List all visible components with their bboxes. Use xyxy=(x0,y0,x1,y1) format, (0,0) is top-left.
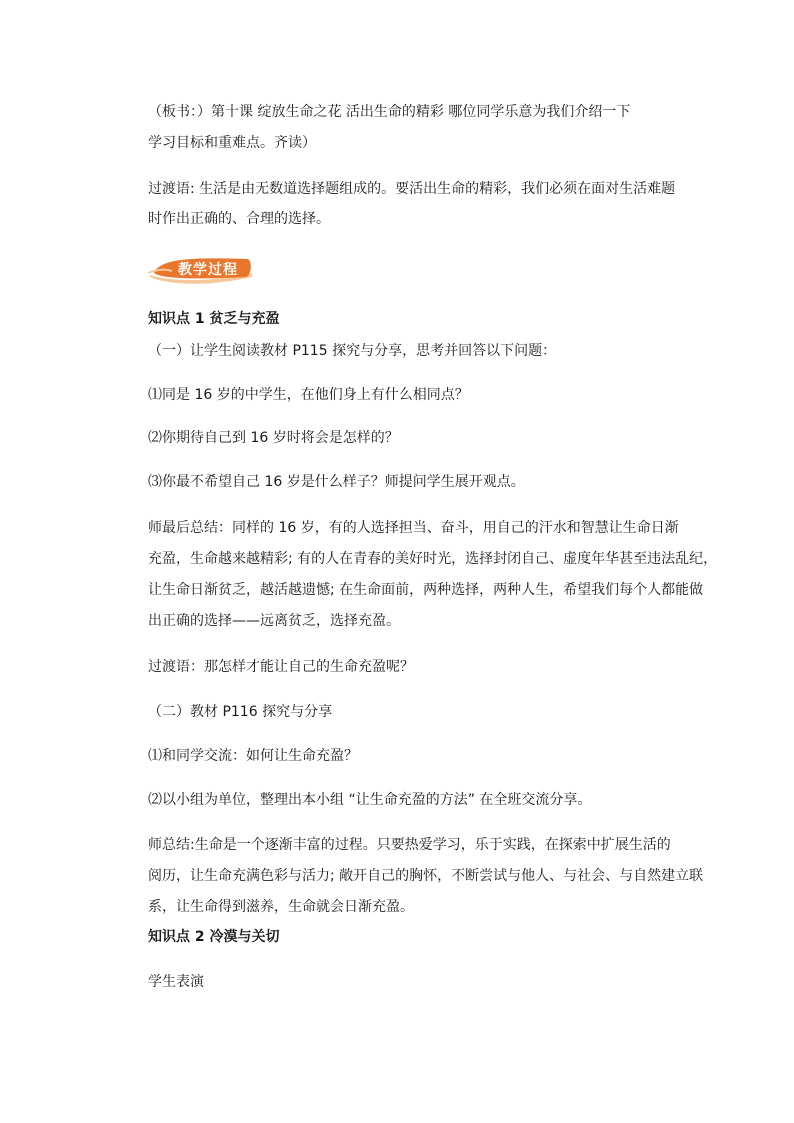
transition-question: 过渡语：那怎样才能让自己的生命充盈呢？ xyxy=(148,659,414,675)
banner-label: 教学过程 xyxy=(178,262,238,278)
summary-line-2: 充盈，生命越来越精彩; 有的人在青春的美好时光，选择封闭自己、虚度年华甚至违法乱纪， xyxy=(148,551,718,567)
section-2-heading: 知识点 2 冷漠与关切 xyxy=(148,929,280,945)
board-writing-line-2: 学习目标和重难点。齐读） xyxy=(148,135,316,151)
summary-line-3: 让生命日渐贫乏，越活越遗憾; 在生命面前，两种选择，两种人生，希望我们每个人都能做 xyxy=(148,582,704,598)
teacher-summary-line-2: 阅历，让生命充满色彩与活力; 敞开自己的胸怀，不断尝试与他人、与社会、与自然建立联 xyxy=(148,868,704,884)
teaching-process-banner xyxy=(148,255,256,285)
board-writing-line-1: （板书：）第十课 绽放生命之花 活出生命的精彩 哪位同学乐意为我们介绍一下 xyxy=(148,104,631,120)
question-2: ⑵你期待自己到 16 岁时将会是怎样的？ xyxy=(148,430,399,446)
transition-line-1: 过渡语: 生活是由无数道选择题组成的。要活出生命的精彩，我们必须在面对生活难题 xyxy=(148,181,676,197)
summary-line-1: 师最后总结：同样的 16 岁，有的人选择担当、奋斗，用自己的汗水和智慧让生命日渐 xyxy=(148,520,679,536)
part-2-question-2: ⑵以小组为单位，整理出本小组 “让生命充盈的方法” 在全班交流分享。 xyxy=(148,792,592,808)
question-3: ⑶你最不希望自己 16 岁是什么样子？师提问学生展开观点。 xyxy=(148,474,525,490)
student-performance: 学生表演 xyxy=(148,974,204,990)
question-1: ⑴同是 16 岁的中学生，在他们身上有什么相同点？ xyxy=(148,387,469,403)
teacher-summary-line-1: 师总结:生命是一个逐渐丰富的过程。只要热爱学习，乐于实践，在探索中扩展生活的 xyxy=(148,837,671,853)
teacher-summary-line-3: 系，让生命得到滋养，生命就会日渐充盈。 xyxy=(148,899,414,915)
section-1-intro: （一）让学生阅读教材 P115 探究与分享，思考并回答以下问题： xyxy=(148,343,557,359)
transition-line-2: 时作出正确的、合理的选择。 xyxy=(148,211,330,227)
part-2-question-1: ⑴和同学交流：如何让生命充盈？ xyxy=(148,748,358,764)
part-2-title: （二）教材 P116 探究与分享 xyxy=(148,704,333,720)
section-1-heading: 知识点 1 贫乏与充盈 xyxy=(148,311,280,327)
summary-line-4: 出正确的选择——远离贫乏，选择充盈。 xyxy=(148,613,400,629)
